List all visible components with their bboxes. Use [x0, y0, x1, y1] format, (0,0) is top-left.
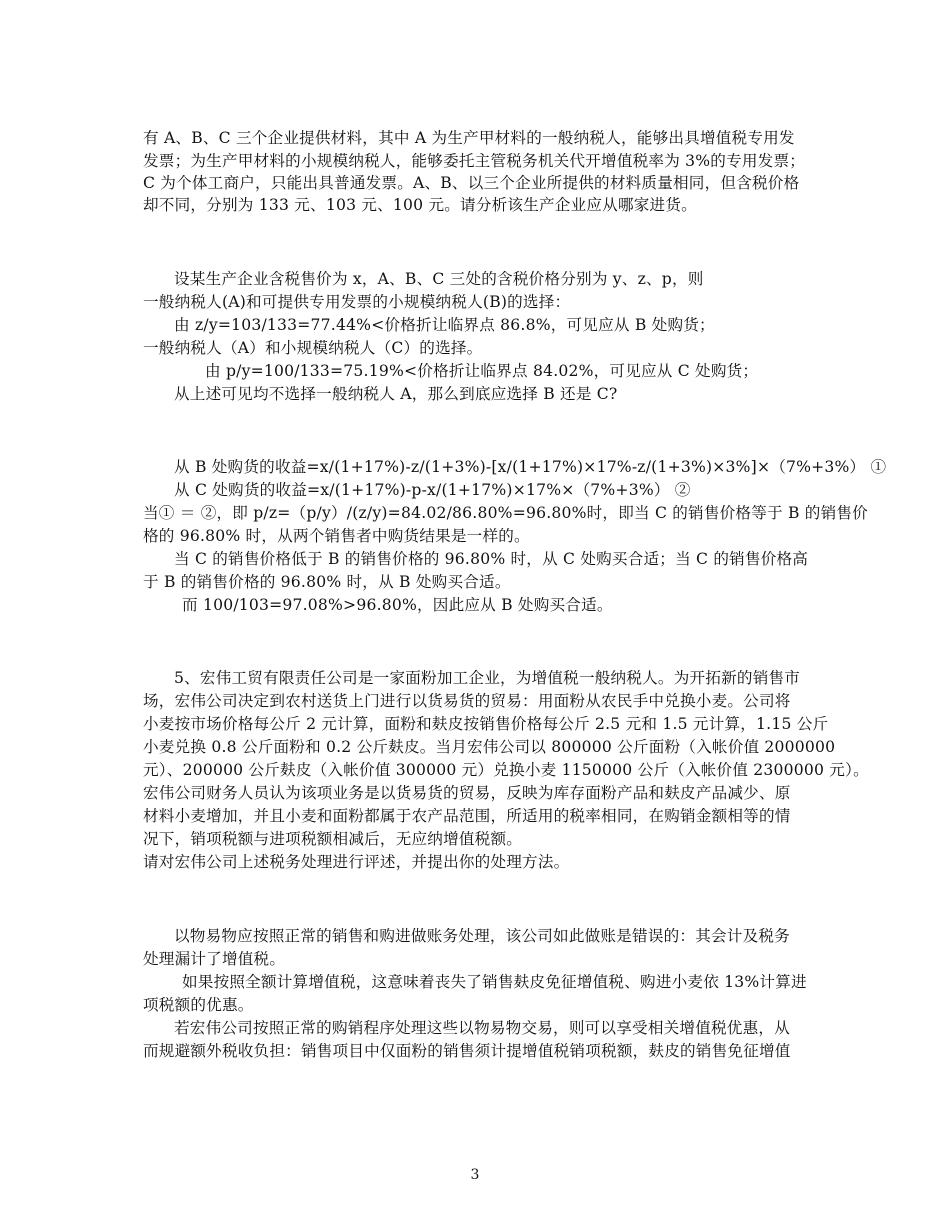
answer-5-text-line: 如果按照全额计算增值税，这意味着丧失了销售麸皮免征增值税、购进小麦依 13%计算进: [182, 973, 807, 991]
answer-5-text-line: 项税额的优惠。: [143, 996, 254, 1014]
question-5-text-line: 况下，销项税额与进项税额相减后，无应纳增值税额。: [143, 830, 523, 848]
answer-5-text-line: 而规避额外税收负担：销售项目中仅面粉的销售须计提增值税销项税额，麸皮的销售免征增值: [143, 1042, 791, 1060]
question-5-text-line: 小麦按市场价格每公斤 2 元计算，面粉和麸皮按销售价格每公斤 2.5 元和 1.5 元计算，1.15 公斤: [143, 715, 829, 733]
question-5-text-line: 小麦兑换 0.8 公斤面粉和 0.2 公斤麸皮。当月宏伟公司以 800000 公斤面粉（入帐价值 2000000: [143, 738, 836, 756]
question-5-text-line: 宏伟公司财务人员认为该项业务是以货易货的贸易，反映为库存面粉产品和麸皮产品减少、原: [143, 784, 791, 802]
answer-4-analysis-line: 从上述可见均不选择一般纳税人 A，那么到底应选择 B 还是 C?: [174, 385, 618, 403]
question-5-text-line: 5、宏伟工贸有限责任公司是一家面粉加工企业，为增值税一般纳税人。为开拓新的销售市: [174, 669, 801, 687]
answer-5-text-line: 以物易物应按照正常的销售和购进做账务处理，该公司如此做账是错误的：其会计及税务: [174, 927, 790, 945]
answer-4-formulas-line: 当 C 的销售价格低于 B 的销售价格的 96.80% 时，从 C 处购买合适；当 C 的销售价格高: [174, 550, 809, 568]
answer-4-analysis-line: 由 z/y=103/133=77.44%<价格折让临界点 86.8%，可见应从 B 处购货；: [174, 316, 715, 334]
answer-4-analysis-line: 设某生产企业含税售价为 x，A、B、C 三处的含税价格分别为 y、z、p，则: [174, 270, 704, 288]
question-4-text-line: C 为个体工商户，只能出具普通发票。A、B、以三个企业所提供的材料质量相同，但含税价格: [143, 174, 800, 192]
answer-4-analysis-line: 由 p/y=100/133=75.19%<价格折让临界点 84.02%，可见应从 C 处购货；: [205, 362, 759, 380]
answer-4-analysis-line: 一般纳税人(A)和可提供专用发票的小规模纳税人(B)的选择：: [143, 293, 571, 311]
answer-4-formulas-line: 当① ＝ ②，即 p/z=（p/y）/(z/y)=84.02/86.80%=96.80%时，即当 C 的销售价格等于 B 的销售价: [143, 504, 868, 522]
answer-4-formulas-line: 格的 96.80% 时，从两个销售者中购货结果是一样的。: [143, 527, 530, 545]
question-5-text-line: 场，宏伟公司决定到农村送货上门进行以货易货的贸易：用面粉从农民手中兑换小麦。公司将: [143, 692, 791, 710]
answer-4-analysis-line: 一般纳税人（A）和小规模纳税人（C）的选择。: [143, 339, 483, 357]
question-5-text-line: 材料小麦增加，并且小麦和面粉都属于农产品范围，所适用的税率相同，在购销金额相等的情: [143, 807, 791, 825]
question-4-text-line: 发票；为生产甲材料的小规模纳税人，能够委托主管税务机关代开增值税率为 3%的专用发票；: [143, 152, 806, 170]
answer-4-formulas-line: 而 100/103=97.08%>96.80%，因此应从 B 处购买合适。: [182, 596, 613, 614]
answer-4-formulas-line: 从 B 处购货的收益=x/(1+17%)-z/(1+3%)-[x/(1+17%)×17%-z/(1+3%)×3%]×（7%+3%） ①: [174, 458, 887, 476]
page-number: 3: [470, 1167, 480, 1183]
answer-5-text-line: 若宏伟公司按照正常的购销程序处理这些以物易物交易，则可以享受相关增值税优惠，从: [174, 1019, 790, 1037]
question-5-text-line: 请对宏伟公司上述税务处理进行评述，并提出你的处理方法。: [143, 853, 570, 871]
answer-4-formulas-line: 于 B 的销售价格的 96.80% 时，从 B 处购买合适。: [143, 573, 511, 591]
answer-4-formulas-line: 从 C 处购货的收益=x/(1+17%)-p-x/(1+17%)×17%×（7%+3%） ②: [174, 481, 691, 499]
answer-5-text-line: 处理漏计了增值税。: [143, 950, 286, 968]
question-4-text-line: 却不同，分别为 133 元、103 元、100 元。请分析该生产企业应从哪家进货。: [143, 196, 697, 214]
question-4-text-line: 有 A、B、C 三个企业提供材料，其中 A 为生产甲材料的一般纳税人，能够出具增值税专用发: [143, 129, 795, 147]
question-5-text-line: 元）、200000 公斤麸皮（入帐价值 300000 元）兑换小麦 1150000 公斤（入帐价值 2300000 元）。: [143, 761, 869, 779]
